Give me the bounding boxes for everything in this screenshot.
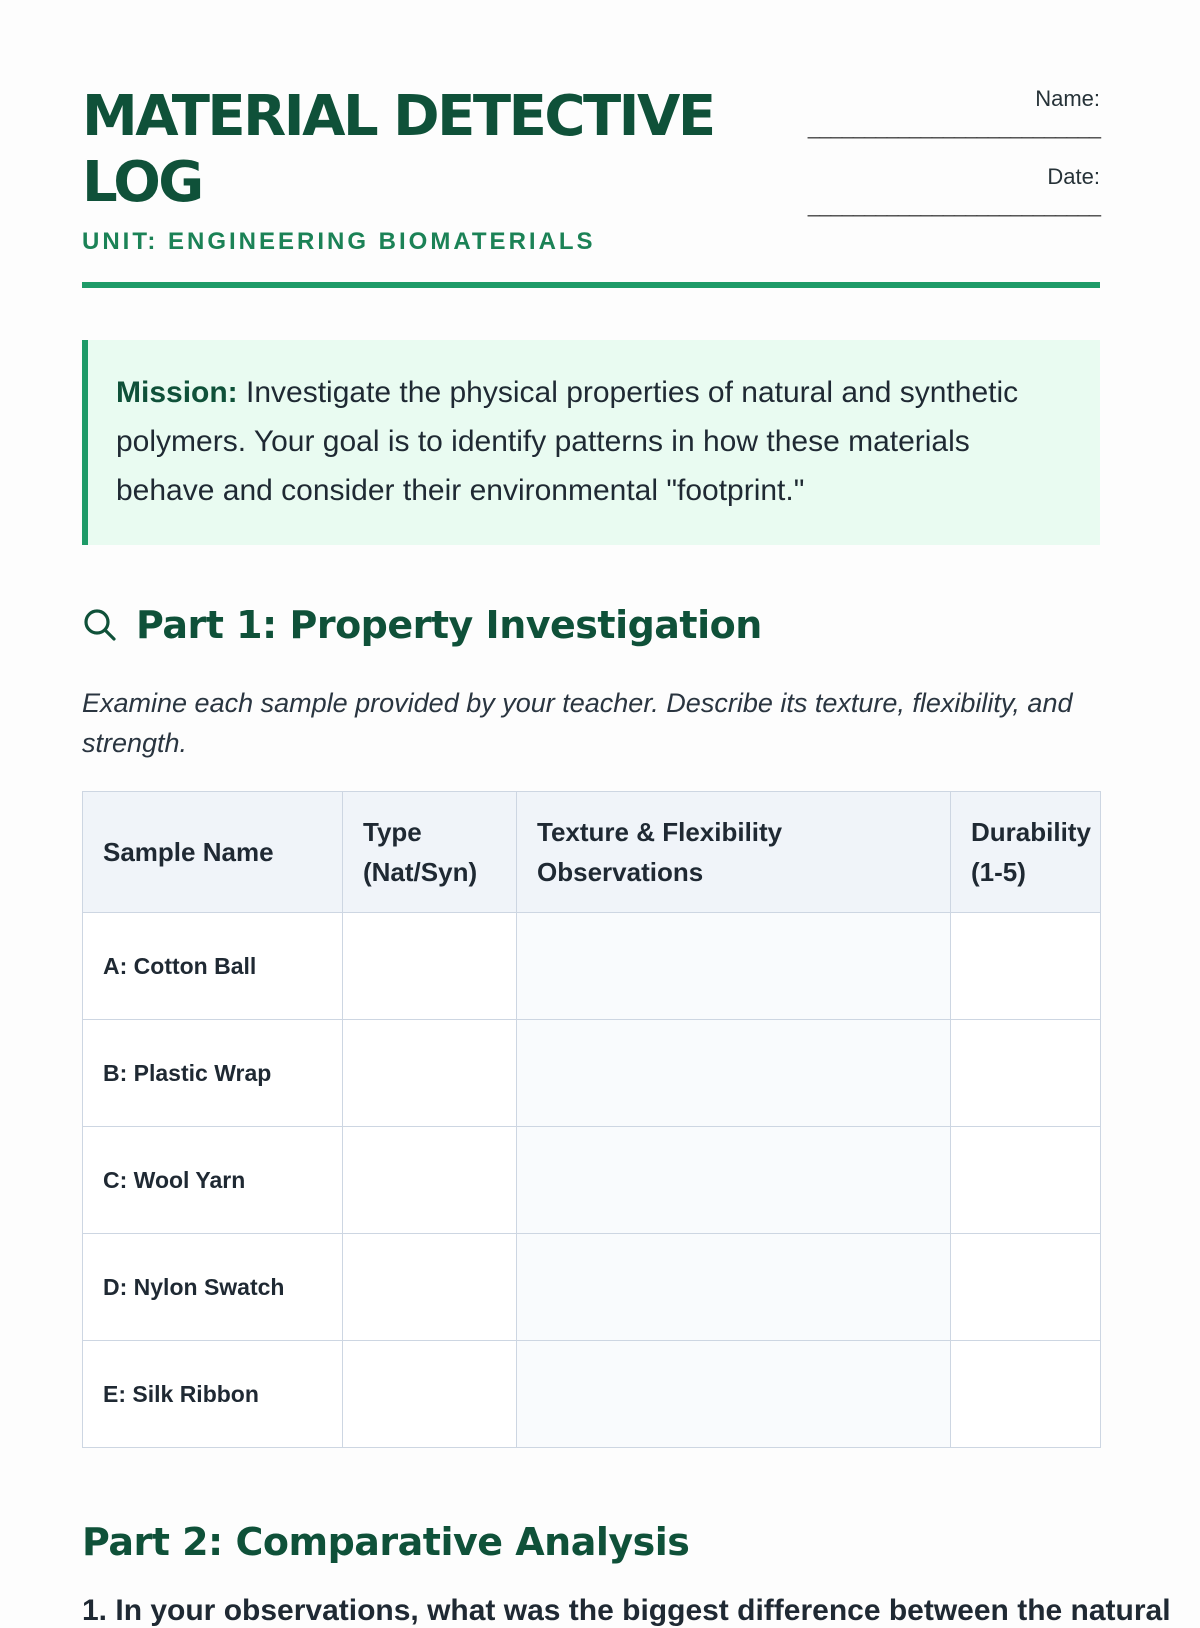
- table-header-row: [83, 792, 1101, 913]
- observations-cell[interactable]: [517, 913, 951, 1020]
- table-row: [83, 1127, 1101, 1234]
- sample-name-cell: C: Wool Yarn: [83, 1127, 343, 1234]
- part2-question-1: 1. In your observations, what was the biggest difference between the natural: [82, 1594, 1171, 1627]
- column-header-durability: Durability (1-5): [951, 792, 1101, 913]
- observations-cell[interactable]: [517, 1127, 951, 1234]
- mission-label: Mission:: [116, 376, 238, 409]
- observations-cell[interactable]: [517, 1341, 951, 1448]
- part1-heading-text: Part 1: Property Investigation: [136, 603, 762, 647]
- date-label: Date:: [1047, 164, 1100, 189]
- sample-name-cell: E: Silk Ribbon: [83, 1341, 343, 1448]
- title-block: [82, 84, 748, 282]
- durability-cell[interactable]: [951, 913, 1101, 1020]
- unit-subtitle: UNIT: ENGINEERING BIOMATERIALS: [82, 228, 596, 255]
- table-row: [83, 913, 1101, 1020]
- sample-name-cell: A: Cotton Ball: [83, 913, 343, 1020]
- name-field[interactable]: __________________________: [807, 114, 1100, 139]
- sample-name-cell: D: Nylon Swatch: [83, 1234, 343, 1341]
- type-cell[interactable]: [343, 1020, 517, 1127]
- durability-cell[interactable]: [951, 1341, 1101, 1448]
- column-header-sample-name: Sample Name: [83, 792, 343, 913]
- column-header-type: Type (Nat/Syn): [343, 792, 517, 913]
- durability-cell[interactable]: [951, 1127, 1101, 1234]
- table-row: [83, 1234, 1101, 1341]
- table-row: [83, 1020, 1101, 1127]
- table-row: [83, 1341, 1101, 1448]
- part1-heading: [82, 603, 1100, 647]
- type-cell[interactable]: [343, 1234, 517, 1341]
- property-table: [82, 791, 1101, 1448]
- durability-cell[interactable]: [951, 1020, 1101, 1127]
- type-cell[interactable]: [343, 1341, 517, 1448]
- mission-text: Investigate the physical properties of natural and synthetic polymers. Your goal is to identify patterns in how these materials behave and consider their environmental "footprint.": [116, 376, 1019, 507]
- column-header-observations: Texture & Flexibility Observations: [517, 792, 951, 913]
- observations-cell[interactable]: [517, 1234, 951, 1341]
- student-info: [748, 84, 1100, 282]
- observations-cell[interactable]: [517, 1020, 951, 1127]
- date-field[interactable]: __________________________: [807, 192, 1100, 217]
- part2-heading: [82, 1520, 1100, 1564]
- type-cell[interactable]: [343, 1127, 517, 1234]
- type-cell[interactable]: [343, 913, 517, 1020]
- part1-instructions: Examine each sample provided by your teacher. Describe its texture, flexibility, and strength.: [82, 688, 1073, 758]
- name-label: Name:: [1035, 86, 1100, 111]
- part2-heading-text: Part 2: Comparative Analysis: [82, 1520, 690, 1564]
- mission-callout: [82, 340, 1100, 545]
- durability-cell[interactable]: [951, 1234, 1101, 1341]
- sample-name-cell: B: Plastic Wrap: [83, 1020, 343, 1127]
- page-title: MATERIAL DETECTIVE LOG: [82, 84, 714, 215]
- search-icon: [82, 607, 118, 643]
- worksheet-header: [82, 0, 1100, 288]
